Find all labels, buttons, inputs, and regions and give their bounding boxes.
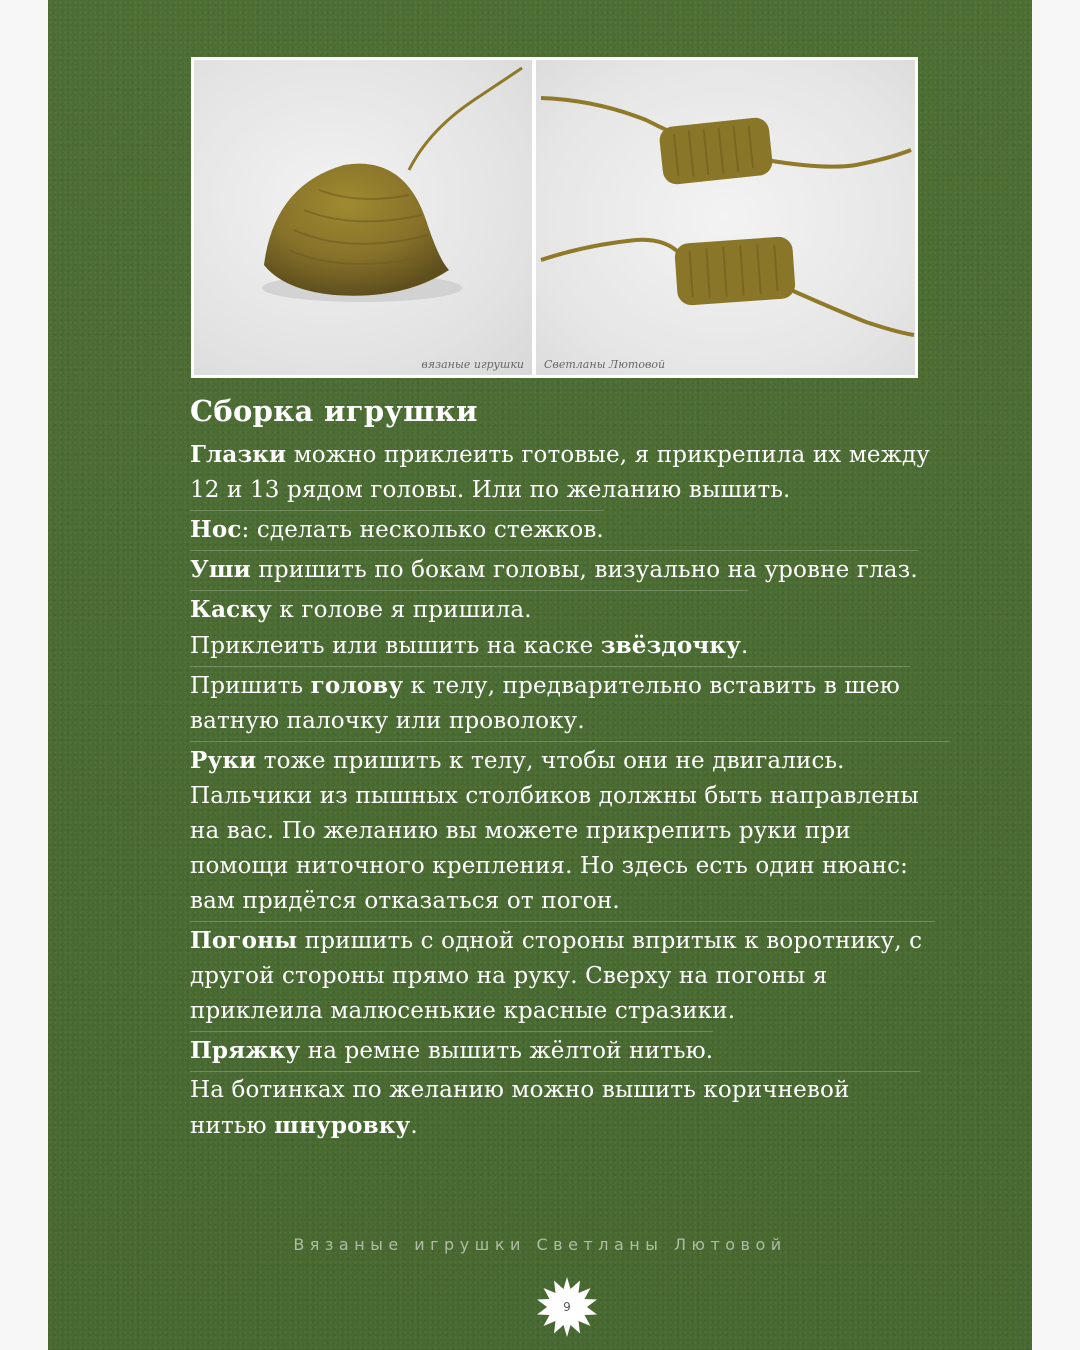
paragraph-boots: На ботинках по желанию можно вышить коричневой нитью шнуровку. bbox=[190, 1071, 920, 1144]
page-title: Сборка игрушки bbox=[190, 394, 478, 428]
crocheted-helmet-icon bbox=[194, 60, 532, 375]
paragraph-helmet: Каску к голове я пришила. Приклеить или вышить на каске звёздочку. bbox=[190, 590, 748, 664]
paragraph-epaulettes: Погоны пришить с одной стороны впритык к воротнику, с другой стороны прямо на руку. Сверху на погоны я приклеила малюсенькие красные стразики. bbox=[190, 921, 935, 1029]
instructions bbox=[190, 394, 950, 1146]
term-star: звёздочку bbox=[600, 632, 741, 659]
paragraph-nose: Нос: сделать несколько стежков. bbox=[190, 510, 604, 548]
term-arms: Руки bbox=[190, 747, 257, 774]
term-head: голову bbox=[310, 672, 404, 699]
term-laces: шнуровку bbox=[274, 1112, 411, 1139]
term-nose: Нос bbox=[190, 516, 242, 543]
term-eyes: Глазки bbox=[190, 441, 287, 468]
photo-helmet bbox=[194, 60, 532, 375]
paragraph-buckle: Пряжку на ремне вышить жёлтой нитью. bbox=[190, 1031, 713, 1069]
paragraph-head: Пришить голову к телу, предварительно вставить в шею ватную палочку или проволоку. bbox=[190, 666, 910, 739]
watermark-right: Светланы Лютовой bbox=[544, 358, 666, 371]
term-epaulettes: Погоны bbox=[190, 927, 298, 954]
paragraph-ears: Уши пришить по бокам головы, визуально на уровне глаз. bbox=[190, 550, 918, 588]
page bbox=[48, 0, 1032, 1350]
term-helmet: Каску bbox=[190, 596, 272, 623]
page-number: 9 bbox=[563, 1300, 571, 1314]
crocheted-epaulettes-icon bbox=[536, 60, 915, 375]
footer-credit: Вязаные игрушки Светланы Лютовой bbox=[293, 1235, 787, 1254]
paragraph-eyes: Глазки можно приклеить готовые, я прикрепила их между 12 и 13 рядом головы. Или по желанию вышить. bbox=[190, 441, 930, 503]
paragraph-arms: Руки тоже пришить к телу, чтобы они не двигались. Пальчики из пышных столбиков должны быть направлены на вас. По желанию вы можете прикрепить руки при помощи ниточного крепления. Но здесь есть один нюанс: вам придётся отказаться от погон. bbox=[190, 741, 950, 919]
page-number-badge bbox=[536, 1276, 598, 1338]
watermark-left: вязаные игрушки bbox=[421, 358, 524, 371]
term-buckle: Пряжку bbox=[190, 1037, 301, 1064]
term-ears: Уши bbox=[190, 556, 251, 583]
photo-epaulettes bbox=[536, 60, 915, 375]
photo-frame bbox=[191, 57, 918, 378]
